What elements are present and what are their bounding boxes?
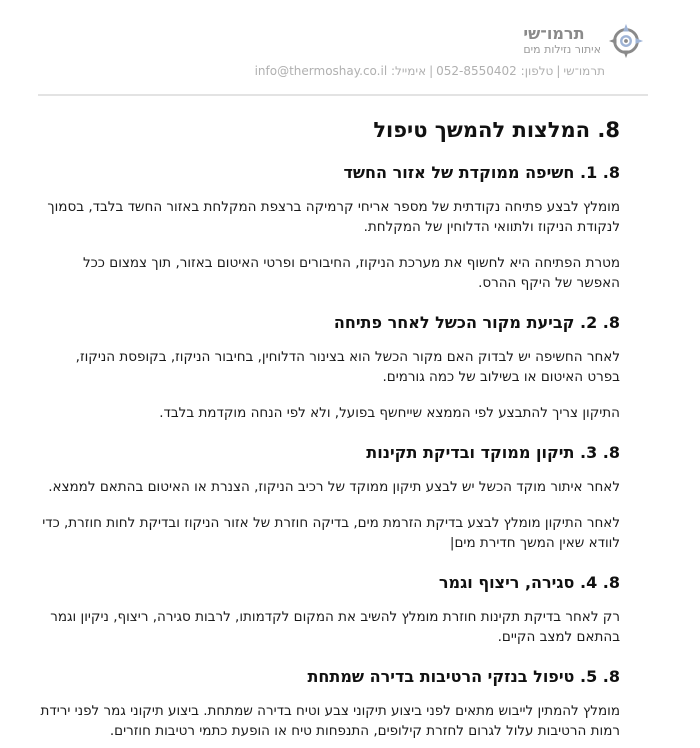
- company-logo: [523, 22, 645, 60]
- paragraph[interactable]: לאחר התיקון מומלץ לבצע בדיקת הזרמת מים, בדיקה חוזרת של אזור הניקוז ובדיקת לחות חוזרת, כדי לוודא שאין המשך חדירת מים|: [42, 515, 620, 551]
- section-heading: 8. 1. חשיפה ממוקדת של אזור החשד: [343, 163, 620, 182]
- phone-label: טלפון:: [520, 64, 554, 78]
- phone-number[interactable]: 052-8550402: [436, 64, 517, 78]
- brand-name: תרמו־שי: [523, 24, 585, 43]
- page-title: 8. המלצות להמשך טיפול: [373, 118, 620, 142]
- section-heading: 8. 4. סגירה, ריצוף וגמר: [438, 573, 620, 592]
- header-divider: [38, 94, 648, 96]
- paragraph: רק לאחר בדיקת תקינות חוזרת מומלץ להשיב את המקום לקדמותו, לרבות סגירה, ריצוף, ניקיון וגמר בהתאם למצב הקיים.: [50, 609, 620, 645]
- paragraph: מטרת הפתיחה היא לחשוף את מערכת הניקוז, החיבורים ופרטי האיטום באזור, תוך צמצום ככל האפשר של היקף ההרס.: [83, 255, 620, 291]
- email-link[interactable]: info@thermoshay.co.il: [254, 64, 388, 78]
- section-heading: 8. 3. תיקון ממוקד ובדיקת תקינות: [366, 443, 620, 462]
- section-heading: 8. 5. טיפול בנזקי הרטיבות בדירה שמתחת: [307, 667, 620, 686]
- paragraph: לאחר החשיפה יש לבדוק האם מקור הכשל הוא בצינור הדלוחין, בחיבור הניקוז, בקופסת הניקוז, בפרט האיטום או בשילוב של כמה גורמים.: [75, 349, 620, 385]
- brand-tagline: איתור נזילות מים: [523, 43, 601, 56]
- document-body: [40, 112, 620, 748]
- paragraph: מומלץ לבצע פתיחה נקודתית של מספר אריחי קרמיקה ברצפת המקלחת באזור החשד בלבד, בסמוך לנקודת הניקוז ולתוואי הדלוחין של המקלחת.: [47, 199, 620, 235]
- paragraph: לאחר איתור מוקד הכשל יש לבצע תיקון ממוקד של רכיב הניקוז, הצנרת או האיטום בהתאם לממצא.: [48, 479, 620, 495]
- contact-line: תרמו־שי|טלפון: 052-8550402|אימייל: info@thermoshay.co.il: [254, 64, 605, 78]
- contact-company: תרמו־שי: [563, 64, 605, 78]
- paragraph: התיקון צריך להתבצע לפי הממצא שייחשף בפועל, ולא לפי הנחה מוקדמת בלבד.: [159, 405, 620, 421]
- paragraph: מומלץ להמתין לייבוש מתאים לפני ביצוע תיקוני צבע וטיח בדירה שמתחת. ביצוע תיקוני גמר לפני ירידת רמות הרטיבות עלול לגרום לחזרת קילופים, התנפחות טיח או הופעת כתמי רטיבות חוזרים.: [40, 703, 620, 739]
- email-label: אימייל:: [391, 64, 427, 78]
- section-heading: 8. 2. קביעת מקור הכשל לאחר פתיחה: [333, 313, 620, 332]
- compass-target-icon: [607, 22, 645, 60]
